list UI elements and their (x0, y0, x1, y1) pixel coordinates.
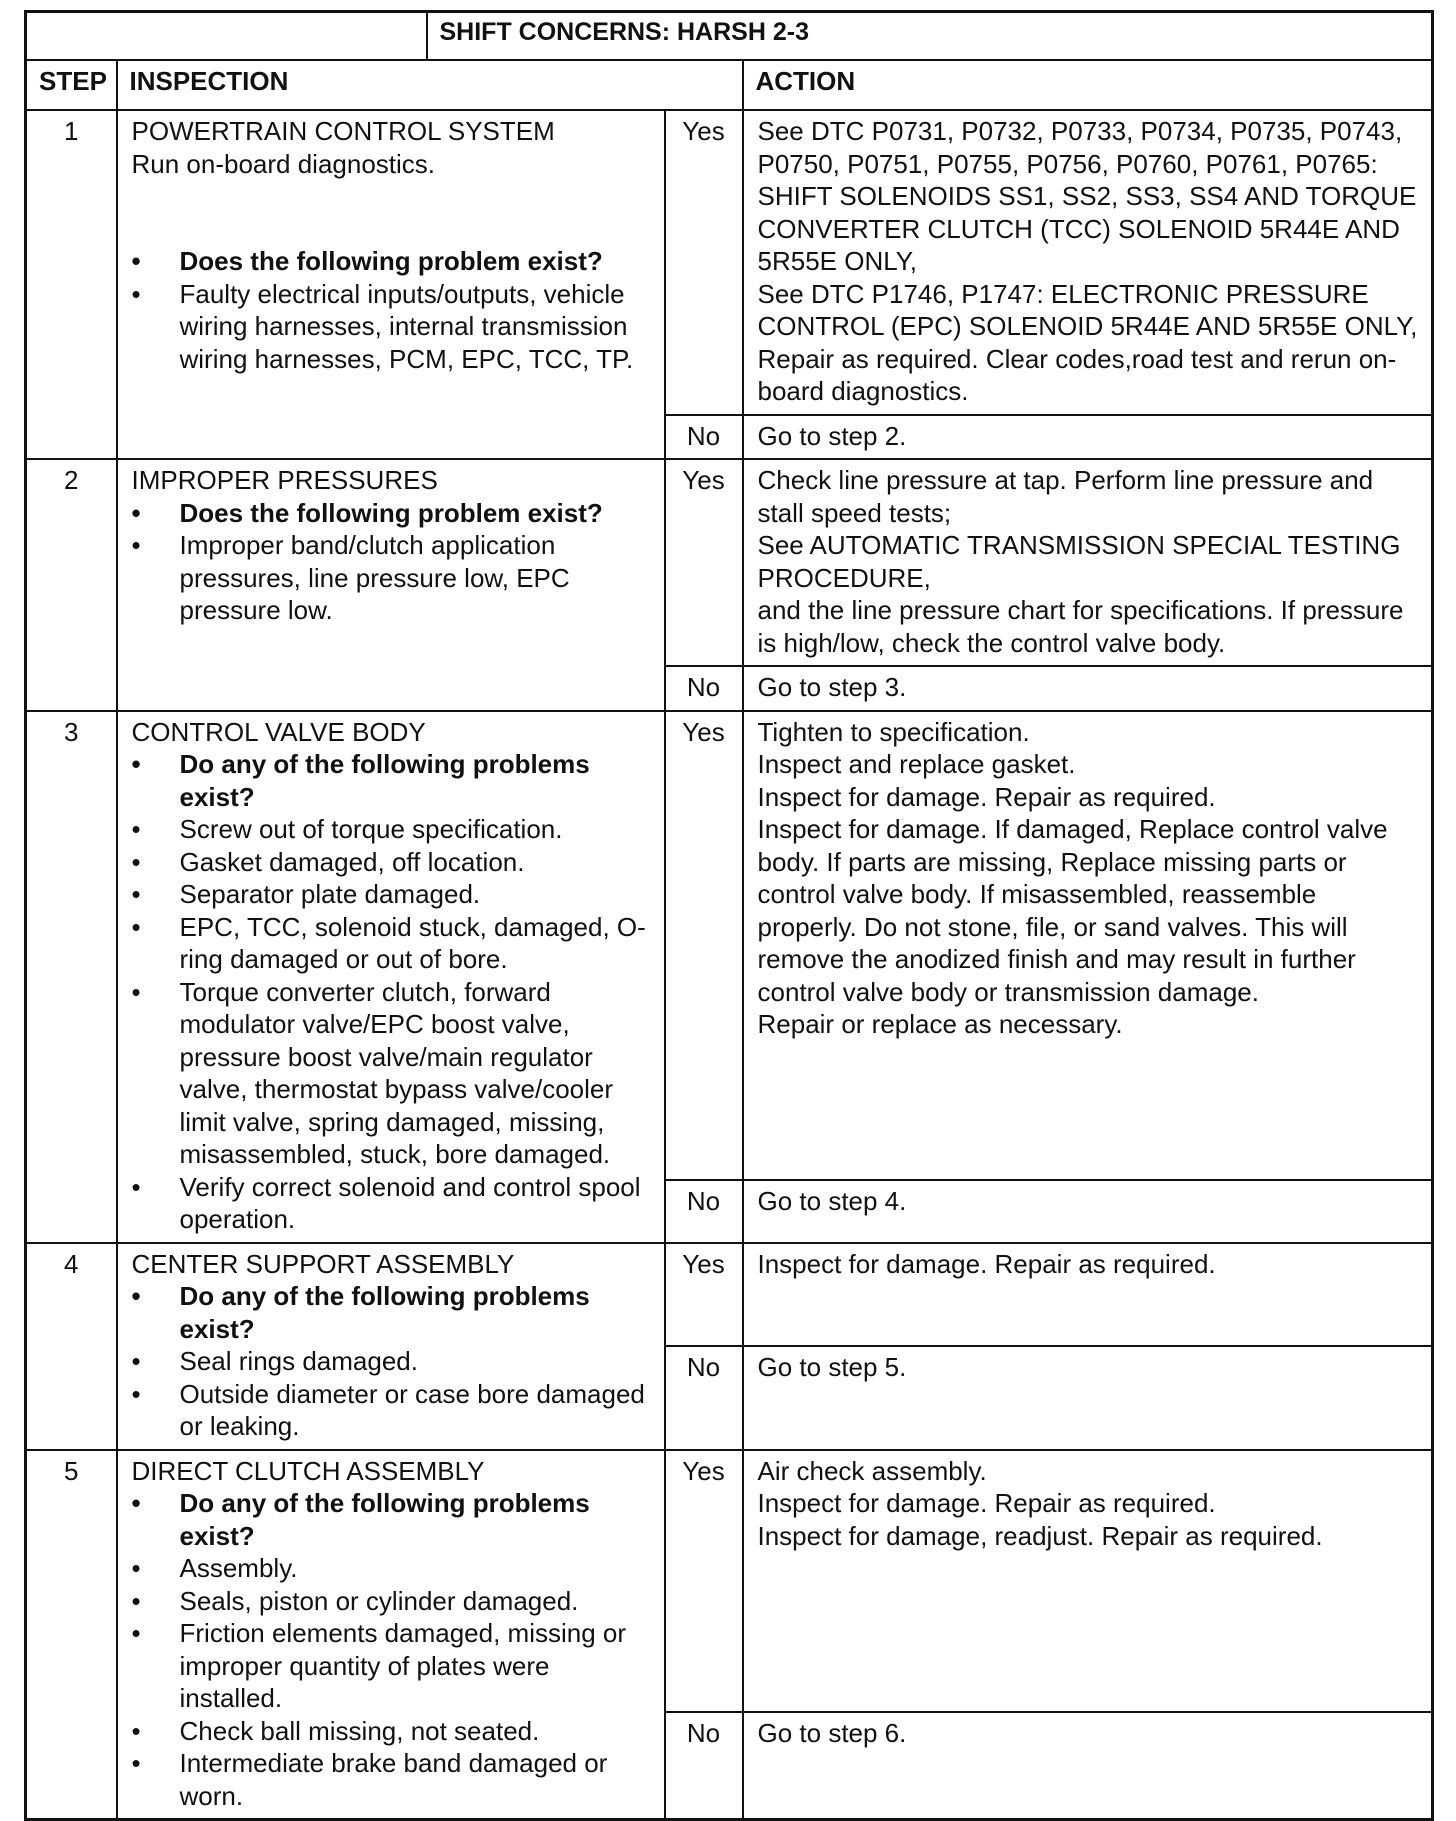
inspection-bullet: • Verify correct solenoid and control spool operation. (132, 1171, 652, 1236)
inspection-question: • Does the following problem exist? (132, 497, 652, 530)
action-line: Repair or replace as necessary. (757, 1009, 1123, 1039)
action-line: Inspect for damage. If damaged, Replace control valve body. If parts are missing, Replace missing parts or control valve body. If misassembled, reassemble properly. Do not stone, file, or sand valves. This will remove the anodized finish and may result in further control valve body or transmission damage. (757, 814, 1388, 1007)
inspection-bullets (132, 1487, 652, 1812)
title-row (26, 12, 1433, 61)
inspection-bullet: • Intermediate brake band damaged or worn. (132, 1747, 652, 1812)
inspection-bullet: • Outside diameter or case bore damaged or leaking. (132, 1378, 652, 1443)
inspection-bullet: • Gasket damaged, off location. (132, 846, 652, 879)
no-label: No (665, 1712, 743, 1820)
yes-action (743, 1450, 1433, 1712)
inspection-cell (117, 1450, 665, 1820)
inspection-bullets (132, 1280, 652, 1443)
yes-action (743, 459, 1433, 666)
no-action: Go to step 6. (743, 1712, 1433, 1820)
action-line: Tighten to specification. (757, 716, 1030, 747)
diagnostic-table (24, 10, 1434, 1821)
inspection-bullet: • Faulty electrical inputs/outputs, vehicle wiring harnesses, internal transmission wiring harnesses, PCM, EPC, TCC, TP. (132, 278, 652, 376)
no-label: No (665, 415, 743, 460)
header-action: ACTION (743, 60, 1433, 110)
action-line: See AUTOMATIC TRANSMISSION SPECIAL TESTING PROCEDURE, (757, 530, 1401, 593)
inspection-bullet: • Seal rings damaged. (132, 1345, 652, 1378)
inspection-question: • Do any of the following problems exist? (132, 1280, 652, 1345)
inspection-heading: CONTROL VALVE BODY (131, 716, 426, 747)
header-row (26, 60, 1433, 110)
inspection-subtext: Run on-board diagnostics. (131, 148, 436, 179)
inspection-bullet: • Assembly. (132, 1552, 652, 1585)
yes-label: Yes (665, 1450, 743, 1712)
inspection-bullets (132, 245, 652, 375)
inspection-cell (117, 1243, 665, 1450)
inspection-question: • Does the following problem exist? (132, 245, 652, 278)
yes-action (743, 1243, 1433, 1347)
header-step: STEP (26, 60, 117, 110)
inspection-bullets (132, 497, 652, 627)
action-line: Air check assembly. (757, 1455, 987, 1486)
step-number: 5 (26, 1450, 117, 1820)
no-action: Go to step 2. (743, 415, 1433, 460)
inspection-bullet: • EPC, TCC, solenoid stuck, damaged, O-ring damaged or out of bore. (132, 911, 652, 976)
step-row (26, 1243, 1433, 1347)
step-row (26, 711, 1433, 1181)
inspection-bullet: • Improper band/clutch application pressures, line pressure low, EPC pressure low. (132, 529, 652, 627)
inspection-cell (117, 711, 665, 1243)
action-line: See DTC P1746, P1747: ELECTRONIC PRESSURE CONTROL (EPC) SOLENOID 5R44E AND 5R55E ONLY, (757, 278, 1418, 341)
inspection-cell (117, 459, 665, 711)
inspection-question: • Do any of the following problems exist? (132, 748, 652, 813)
yes-label: Yes (665, 1243, 743, 1347)
inspection-bullet: • Friction elements damaged, missing or improper quantity of plates were installed. (132, 1617, 652, 1715)
inspection-heading: IMPROPER PRESSURES (131, 465, 438, 495)
no-action: Go to step 5. (743, 1346, 1433, 1450)
step-row (26, 1450, 1433, 1712)
step-row (26, 110, 1433, 415)
inspection-heading: POWERTRAIN CONTROL SYSTEM (131, 116, 555, 146)
no-action: Go to step 4. (743, 1180, 1433, 1242)
inspection-bullet: • Check ball missing, not seated. (132, 1715, 652, 1748)
no-label: No (665, 666, 743, 711)
step-number: 3 (26, 711, 117, 1243)
inspection-bullet: • Torque converter clutch, forward modulator valve/EPC boost valve, pressure boost valve/main regulator valve, thermostat bypass valve/cooler limit valve, spring damaged, missing, misassembled, stuck, bore damaged. (132, 976, 652, 1171)
action-line: Repair as required. Clear codes,road test and rerun on-board diagnostics. (757, 343, 1397, 406)
action-line: and the line pressure chart for specifications. If pressure is high/low, check the control valve body. (757, 595, 1404, 658)
inspection-spacer (132, 180, 652, 245)
action-line: See DTC P0731, P0732, P0733, P0734, P0735, P0743, P0750, P0751, P0755, P0756, P0760, P0761, P0765: SHIFT SOLENOIDS SS1, SS2, SS3, SS4 AND TORQUE CONVERTER CLUTCH (TCC) SOLENOID 5R44E AND 5R55E ONLY, (757, 116, 1417, 276)
table-title: SHIFT CONCERNS: HARSH 2-3 (427, 12, 1433, 61)
inspection-bullet: • Screw out of torque specification. (132, 813, 652, 846)
inspection-heading: DIRECT CLUTCH ASSEMBLY (131, 1455, 485, 1486)
no-action: Go to step 3. (743, 666, 1433, 711)
inspection-cell (117, 110, 665, 459)
inspection-bullet: • Separator plate damaged. (132, 878, 652, 911)
inspection-question: • Do any of the following problems exist? (132, 1487, 652, 1552)
inspection-bullets (132, 748, 652, 1236)
yes-label: Yes (665, 459, 743, 666)
steps-body (26, 110, 1433, 1820)
no-label: No (665, 1346, 743, 1450)
title-blank-cell (26, 12, 427, 61)
yes-label: Yes (665, 711, 743, 1181)
step-number: 2 (26, 459, 117, 711)
step-number: 1 (26, 110, 117, 459)
yes-label: Yes (665, 110, 743, 415)
yes-action (743, 110, 1433, 415)
action-line: Check line pressure at tap. Perform line pressure and stall speed tests; (757, 465, 1374, 528)
step-row (26, 459, 1433, 666)
no-label: No (665, 1180, 743, 1242)
action-line: Inspect for damage. Repair as required. (757, 781, 1216, 812)
step-number: 4 (26, 1243, 117, 1450)
header-inspection: INSPECTION (117, 60, 743, 110)
diagnostic-document (24, 10, 1434, 1821)
inspection-bullet: • Seals, piston or cylinder damaged. (132, 1585, 652, 1618)
yes-action (743, 711, 1433, 1181)
action-line: Inspect for damage. Repair as required. (757, 1488, 1216, 1518)
action-line: Inspect and replace gasket. (757, 749, 1076, 779)
action-line: Inspect for damage, readjust. Repair as required. (757, 1520, 1323, 1551)
inspection-heading: CENTER SUPPORT ASSEMBLY (131, 1248, 515, 1279)
action-line: Inspect for damage. Repair as required. (757, 1248, 1216, 1279)
